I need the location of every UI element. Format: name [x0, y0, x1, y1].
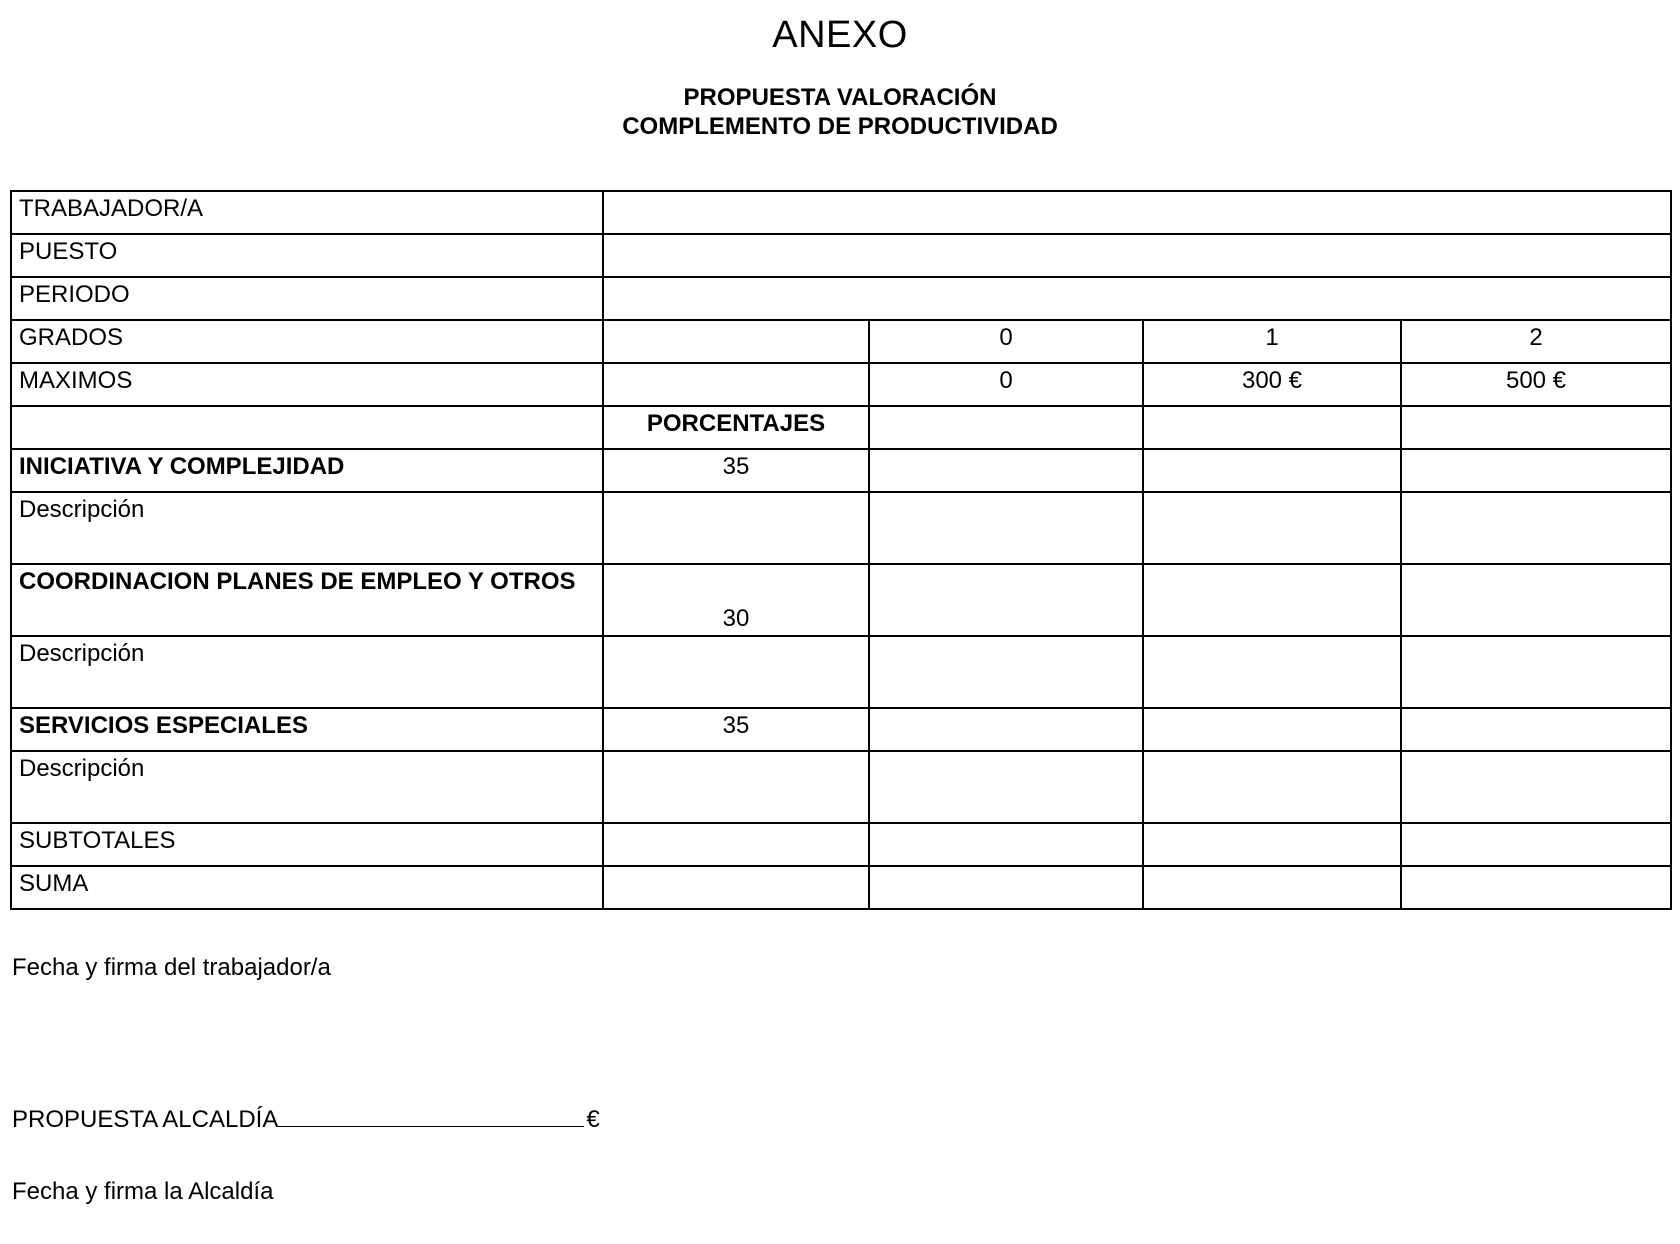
section-label: COORDINACION PLANES DE EMPLEO Y OTROS: [11, 564, 603, 636]
porcentajes-header: PORCENTAJES: [603, 406, 869, 449]
worker-signature-label: Fecha y firma del trabajador/a: [12, 954, 331, 981]
table-row-puesto: [11, 234, 1671, 277]
propuesta-currency: €: [586, 1106, 600, 1133]
blank-cell: [1143, 406, 1401, 449]
grados-label: GRADOS: [11, 320, 603, 363]
description-label: Descripción: [11, 636, 603, 708]
description-field[interactable]: [869, 751, 1143, 823]
grade-1-cell[interactable]: [1143, 708, 1401, 751]
puesto-label: PUESTO: [11, 234, 603, 277]
blank-cell: [869, 406, 1143, 449]
table-row-trabajador: [11, 191, 1671, 234]
blank-cell: [11, 406, 603, 449]
description-field[interactable]: [1143, 492, 1401, 564]
subtitle-line-1: PROPUESTA VALORACIÓN: [683, 84, 997, 111]
description-label: Descripción: [11, 751, 603, 823]
section-percent: 30: [603, 564, 869, 636]
grade-0-cell[interactable]: [869, 449, 1143, 492]
description-field[interactable]: [869, 492, 1143, 564]
table-row-porcentajes: [11, 406, 1671, 449]
section-label: SERVICIOS ESPECIALES: [11, 708, 603, 751]
maximos-label: MAXIMOS: [11, 363, 603, 406]
table-row-suma: [11, 866, 1671, 909]
subtotal-field[interactable]: [603, 823, 869, 866]
grado-2: 2: [1401, 320, 1671, 363]
grade-1-cell[interactable]: [1143, 564, 1401, 636]
maximo-1: 300 €: [1143, 363, 1401, 406]
suma-field[interactable]: [869, 866, 1143, 909]
table-row-grados: [11, 320, 1671, 363]
grados-blank-cell: [603, 320, 869, 363]
section-label: INICIATIVA Y COMPLEJIDAD: [11, 449, 603, 492]
subtotal-field[interactable]: [869, 823, 1143, 866]
table-row-maximos: [11, 363, 1671, 406]
description-field[interactable]: [1143, 751, 1401, 823]
maximos-blank-cell: [603, 363, 869, 406]
trabajador-field[interactable]: [603, 191, 1671, 234]
description-field[interactable]: [603, 636, 869, 708]
description-field[interactable]: [1401, 636, 1671, 708]
description-field[interactable]: [1401, 492, 1671, 564]
table-row-section: [11, 564, 1671, 636]
table-row-periodo: [11, 277, 1671, 320]
table-row-section: [11, 449, 1671, 492]
suma-field[interactable]: [1143, 866, 1401, 909]
subtitle-line-2: COMPLEMENTO DE PRODUCTIVIDAD: [622, 113, 1058, 140]
section-percent: 35: [603, 708, 869, 751]
grado-0: 0: [869, 320, 1143, 363]
grado-1: 1: [1143, 320, 1401, 363]
suma-label: SUMA: [11, 866, 603, 909]
mayor-signature-label: Fecha y firma la Alcaldía: [12, 1178, 274, 1205]
valuation-table: [10, 190, 1672, 910]
subtotales-label: SUBTOTALES: [11, 823, 603, 866]
description-label: Descripción: [11, 492, 603, 564]
propuesta-amount-field[interactable]: [278, 1104, 584, 1127]
description-field[interactable]: [1143, 636, 1401, 708]
page-title: ANEXO: [772, 14, 908, 56]
table-row-subtotales: [11, 823, 1671, 866]
suma-field[interactable]: [603, 866, 869, 909]
table-row-section: [11, 708, 1671, 751]
grade-2-cell[interactable]: [1401, 708, 1671, 751]
maximo-0: 0: [869, 363, 1143, 406]
periodo-label: PERIODO: [11, 277, 603, 320]
table-row-description: [11, 492, 1671, 564]
description-field[interactable]: [869, 636, 1143, 708]
trabajador-label: TRABAJADOR/A: [11, 191, 603, 234]
suma-field[interactable]: [1401, 866, 1671, 909]
propuesta-alcaldia-label: PROPUESTA ALCALDÍA: [12, 1106, 279, 1133]
subtotal-field[interactable]: [1143, 823, 1401, 866]
periodo-field[interactable]: [603, 277, 1671, 320]
table-row-description: [11, 636, 1671, 708]
grade-2-cell[interactable]: [1401, 449, 1671, 492]
grade-0-cell[interactable]: [869, 708, 1143, 751]
description-field[interactable]: [1401, 751, 1671, 823]
section-percent: 35: [603, 449, 869, 492]
grade-2-cell[interactable]: [1401, 564, 1671, 636]
table-row-description: [11, 751, 1671, 823]
propuesta-alcaldia-line: [12, 1104, 600, 1134]
subtotal-field[interactable]: [1401, 823, 1671, 866]
blank-cell: [1401, 406, 1671, 449]
puesto-field[interactable]: [603, 234, 1671, 277]
grade-0-cell[interactable]: [869, 564, 1143, 636]
grade-1-cell[interactable]: [1143, 449, 1401, 492]
description-field[interactable]: [603, 492, 869, 564]
description-field[interactable]: [603, 751, 869, 823]
maximo-2: 500 €: [1401, 363, 1671, 406]
